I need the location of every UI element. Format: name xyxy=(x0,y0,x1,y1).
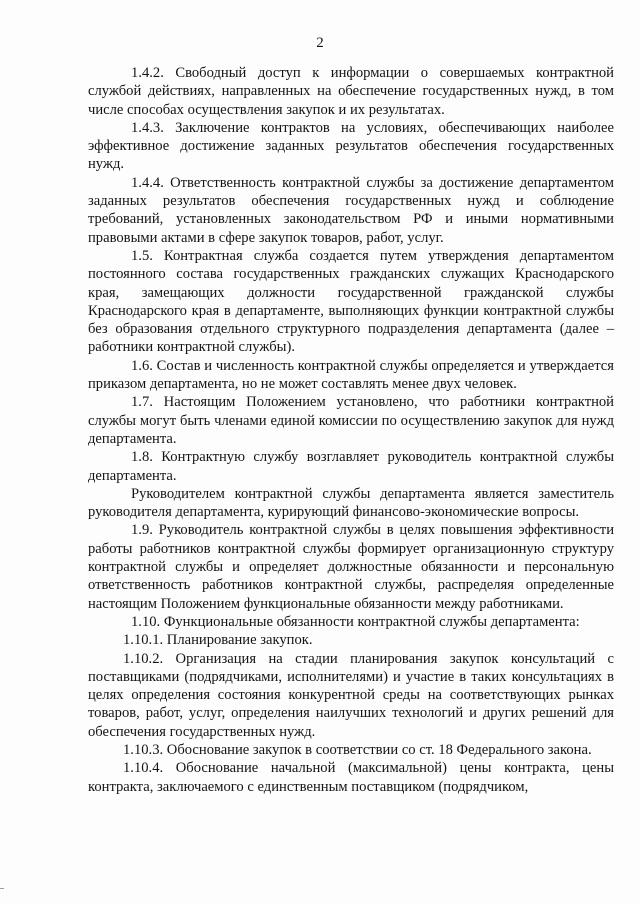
paragraph-1-5: 1.5. Контрактная служба создается путем утверждения департаментом постоянного состава государственных гражданских служащих Краснодарского края, замещающих должности государственной гражданской службы Краснодарского края в департаменте, выполняющих функции контрактной службы без образования отдельного структурного подразделения департамента (далее – работники контрактной службы). xyxy=(88,247,614,356)
scan-edge-mark xyxy=(0,888,4,889)
paragraph-1-10-4: 1.10.4. Обоснование начальной (максимальной) цены контракта, цены контракта, заключаемого с единственным поставщиком (подрядчиком, xyxy=(88,760,614,795)
paragraph-1-10: 1.10. Функциональные обязанности контрактной службы департамента: xyxy=(131,613,580,630)
paragraph-1-10-3: 1.10.3. Обоснование закупок в соответствии со ст. 18 Федерального закона. xyxy=(123,741,592,758)
paragraph-1-10-1: 1.10.1. Планирование закупок. xyxy=(123,632,313,649)
paragraph-1-7: 1.7. Настоящим Положением установлено, что работники контрактной службы могут быть членами единой комиссии по осуществлению закупок для нужд департамента. xyxy=(88,394,614,447)
paragraph-head-of-service: Руководителем контрактной службы департамента является заместитель руководителя департамента, курирующий финансово-экономические вопросы. xyxy=(88,485,614,521)
page-number: 2 xyxy=(316,35,324,51)
paragraph-1-6: 1.6. Состав и численность контрактной службы определяется и утверждается приказом департамента, но не может составлять менее двух человек. xyxy=(88,357,614,393)
paragraph-1-4-2: 1.4.2. Свободный доступ к информации о совершаемых контрактной службой действиях, направленных на обеспечение государственных нужд, в том числе способах осуществления закупок и их результатах. xyxy=(88,65,614,118)
paragraph-1-9: 1.9. Руководитель контрактной службы в целях повышения эффективности работы работников контрактной службы формирует организационную структуру контрактной службы и определяет должностные обязанности и персональную ответственность работников контрактной службы, распределяя определенные настоящим Положением функциональные обязанности между работниками. xyxy=(88,522,614,612)
paragraph-1-4-4: 1.4.4. Ответственность контрактной службы за достижение департаментом заданных результатов обеспечения государственных нужд и соблюдение требований, установленных законодательством РФ и иными нормативными правовыми актами в сфере закупок товаров, работ, услуг. xyxy=(88,174,614,246)
paragraph-1-8: 1.8. Контрактную службу возглавляет руководитель контрактной службы департамента. xyxy=(88,449,614,484)
paragraph-1-4-3: 1.4.3. Заключение контрактов на условиях, обеспечивающих наиболее эффективное достижение заданных результатов обеспечения государственных нужд. xyxy=(88,119,614,173)
document-body xyxy=(88,64,614,796)
paragraph-1-10-2: 1.10.2. Организация на стадии планирования закупок консультаций с поставщиками (подрядчиками, исполнителями) и участие в таких консультациях в целях определения состояния конкурентной среды на соответствующих рынках товаров, работ, услуг, определения наилучших технологий и других решений для обеспечения государственных нужд. xyxy=(88,650,614,740)
